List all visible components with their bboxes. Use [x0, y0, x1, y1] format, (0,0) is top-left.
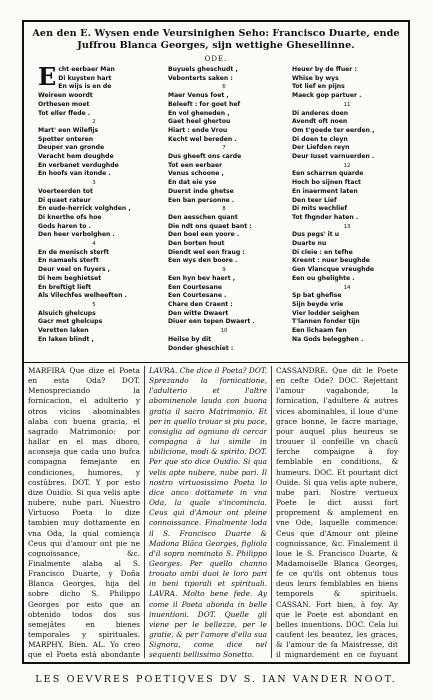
poem-column-2 [168, 66, 280, 358]
verse-line: Hoch bo sijnen ftact [292, 179, 361, 187]
verse-line: Maeck gop partuer . [292, 92, 362, 100]
stanza-number: 12 [343, 162, 351, 169]
verse-line: Di quaet rateur [38, 196, 91, 204]
verse-line: Diuer een tepen Dwaert . [168, 318, 255, 326]
section-divider [22, 362, 410, 363]
verse-line: En namaels sterft [38, 257, 99, 265]
spanish-commentary: MARFIRA Que dize el Poeta en esta Oda? DOT. Menospreciando la fornicacion, el adulterio y otros vicios abominables alaba con buena gracia, el sagrado Matrimonio: por hallar en el mas dhoro, aconseja que cada uno bufca compagna femejante en condiciones, humores, y costûbres. DOT. Y por esto dize Ouidio. Si qua velis apte nubere, nube pari. Nuestro Virtuoso Poeta lo dize tambien muy dottamente en vna Oda, la qual comiença Ceus qui d'amour ont pie ne cognoissance, &c. Finalmente alaba al S. Francisco Duarte, y Doña Blanca Georges, hija del sobre dicho S. Philippo Georges por esto que an obtenido todos dos sus semejâtes en bienes temporales y spirituales. MARPHY. Bien. AL. Yo creo que el Poeta está abondante [28, 366, 140, 660]
verse-line: Een ou ghelighte . [292, 274, 355, 282]
verse-line: Beleeft : for goet hef [168, 100, 241, 108]
poem-column-3 [292, 66, 402, 358]
verse-line: En vol gheneden , [168, 109, 230, 117]
verse-line: Om t'goede ter eerden , [292, 126, 375, 134]
drop-cap: E [38, 62, 57, 91]
poem-stanzas [30, 62, 402, 362]
verse-line: En de menisch sterft [38, 248, 110, 256]
stanza-number: 4 [92, 241, 96, 248]
verse-line: Vier lodder seighen [292, 309, 360, 317]
verse-line: Dus gheeft ons carde [168, 153, 242, 161]
italian-commentary: LAVRA. Che dice il Poeta? DOT. Sprezando la fornicatione, l'adulterio et l'altre abominenole lauda con buona gratia il sacro Matrimonio. Et per in quello trouar si piu pace, consiglia ad ogniuno di cercar compagna à lui simile in ubilicione, modi & spirito. DOT. Per que sto dice Ouidio. Si qua velis apte nubere, nube pari. Il nostro virtuosissimo Poeta lo dice anco dottamete in vna Oda, la quale s'incomincia. Ceus qui d'Amour ont pleine connoissance. Finalmente loda il S. Francisco Duarte & Madona Blâca Georges, figliola d'il sopra nominato S. Philippo Georges. Per quello channo trouato ambi duoi le loro pari in beni tiporali et spirituali. LAVRA. Molto bene fede. Ay come il Poeta abonda in belle inuentioni. DOT. Quelle gli viene per le bellezze, per le gratie, & per l'amore d'ella sua Signora, come dice nel sequenti bellissimo Sonetto. [149, 366, 267, 660]
verse-line: Di anderes doen [292, 109, 349, 117]
ode-label: ODE. [204, 55, 228, 63]
verse-line: Die ndt ons quaet bant : [168, 222, 252, 230]
verse-line: Den witte Dwaert [168, 309, 229, 317]
verse-line: Een Courtesane [168, 283, 223, 291]
verse-line: Duarte nu [292, 240, 327, 248]
verse-line: Deuper van gronde [38, 144, 105, 152]
verse-line: Heuer by de ffuer : [292, 66, 357, 73]
verse-line: Orthesen moet [38, 100, 90, 108]
verse-line: Chare den Craent : [168, 300, 233, 308]
verse-line: En breftigt lieft [38, 283, 92, 291]
verse-line: Een lichaam fen [292, 327, 347, 335]
verse-line: Gods haren to . [38, 222, 91, 230]
verse-line: Den heer verbolghen . [38, 231, 115, 239]
french-commentary: CASSANDRE. Que dit le Poete en cefte Ode? DOC. Rejettant l'amour vagabonde, la fornication, l'adultere & autres vices abominables, il loue d'une grace bonne, le facre mariage, pour auquel plus heureus se trouuer il confeille vn chacû ferche compaigne à foy femblable en conditions, & humeurs. DOC. Et pourtant dict Ouide. Si qua velis apte nubere, nube pari. Nostre vertueux Poete le dict aussi fort proprement & amplement en vne Ode, laquelle commence: Ceus que d'Amour ont pleine cognoissance, &c. Finalement il loue le S. Francisco Duarte, & Madamoiselle Blanca Georges, fe ce qu'ils ont obtenus tous deus leurs femblables en biens temporels & spirituels. CASSAN. Fort bien, à foy. Ay que le Poete est abondant en belles inuentions. DOC. Cela lui caufent les beautez, les graces, & l'amour de fa Maistresse, dit il mignardement en ce fuyuant [276, 366, 398, 660]
verse-line: Duerst inde ghetse [168, 187, 234, 195]
verse-line: Tot een eerbaer [168, 161, 223, 169]
verse-line: En wijs is en de [58, 83, 112, 91]
verse-line: T'lannen fonder tijn [292, 318, 360, 326]
verse-line: Voerteerden tot [38, 187, 93, 195]
verse-line: Spotter onteren [38, 135, 94, 143]
verse-line: Een wys den boore . [168, 257, 238, 265]
verse-line: Weireen woordt [38, 92, 93, 100]
verse-line: Di knerthe ofs hoe [38, 213, 102, 221]
stanza-number: 3 [92, 180, 96, 187]
verse-line: Sp bat ghefise [292, 292, 342, 300]
column-rule [271, 366, 272, 658]
stanza-number: 2 [92, 119, 96, 126]
verse-line: Een Courtesane . [168, 292, 227, 300]
verse-line: Di cleie : en tefhe [292, 248, 353, 256]
verse-line: Veracht hem doughde [38, 153, 114, 161]
stanza-number: 11 [343, 101, 351, 108]
verse-line: Tot eller ffede . [38, 109, 91, 117]
verse-line: Den borten hout [168, 240, 225, 248]
verse-line: Na Gods belegghen . [292, 335, 364, 343]
verse-line: Gaet heel ghertou [168, 118, 231, 126]
verse-line: Een ban personne . [168, 196, 235, 204]
running-footer: LES OEVVRES POETIQVES DV S. IAN VANDER NOOT. [35, 674, 397, 685]
verse-line: Sijn beyde vrie [292, 300, 344, 308]
verse-line: Diendt wel een fraug : [168, 248, 245, 256]
verse-line: Deur veel on fuyers , [38, 266, 110, 274]
stanza-number: 14 [343, 284, 351, 291]
verse-line: Als Vilechfes welheeften . [38, 292, 127, 300]
verse-line: En dat eie yse [168, 179, 217, 187]
verse-line: Den aesschen quant [168, 213, 238, 221]
stanza-number: 13 [343, 223, 351, 230]
verse-line: Di kuysten hart [58, 74, 112, 82]
verse-line: Een hyn bev haert , [168, 274, 236, 282]
verse-line: Maer Venus foet , [168, 92, 229, 100]
verse-line: Deur Iuset varnuerden . [292, 153, 375, 161]
verse-line: Kreent : nuer beughde [292, 257, 370, 265]
column-rule [144, 366, 145, 658]
verse-line: En eude-herrick volghden , [38, 205, 131, 213]
verse-line: Een scharren quarde [292, 170, 364, 178]
verse-line: Alsuich ghelcups [38, 309, 96, 317]
verse-line: Dus pegs' it u [292, 231, 340, 239]
verse-line: Veretten laken [38, 327, 89, 335]
verse-line: Vebonterts saken : [168, 74, 233, 82]
verse-line: Whise by wys [292, 74, 339, 82]
verse-line: Gen Vlancque vreughde [292, 266, 375, 274]
poem-column-1 [38, 62, 150, 358]
verse-line: En verbanet verdughde [38, 161, 119, 169]
verse-line: Heilse by dit [168, 335, 212, 343]
stanza-number: 8 [222, 206, 226, 213]
verse-line: Der Liefden reyn [292, 144, 350, 152]
verse-line: Di mits wechlief [292, 205, 348, 213]
verse-line: Di hem beghietset [38, 274, 102, 282]
verse-line: Di doen te cleyn [292, 135, 348, 143]
verse-line: Hiart : ende Vrou [168, 126, 228, 134]
verse-line: Mart' een Wilefijs [38, 126, 99, 134]
verse-line: En laken blindt , [38, 335, 94, 343]
stanza-number: 9 [222, 267, 226, 274]
verse-line: Tot lief en pijns [292, 83, 345, 91]
verse-line: Avendt oft noen [292, 118, 348, 126]
verse-line: Den boel een yoore . [168, 231, 240, 239]
verse-line: Den teer Lief [292, 196, 337, 204]
verse-line: Gacr met ghelcups [38, 318, 103, 326]
verse-line: Venus schoone , [168, 170, 224, 178]
verse-line: Kecht wel bereden . [168, 135, 237, 143]
stanza-number: 5 [92, 301, 96, 308]
stanza-number: 7 [222, 145, 226, 152]
verse-line: cht eerbaer Man [58, 66, 115, 73]
verse-line: En hoofs van itonde . [38, 170, 111, 178]
verse-line: Tot fhgnder haten . [292, 213, 359, 221]
verse-line: Buyuels gheschudt , [168, 66, 238, 73]
stanza-number: 6 [222, 84, 226, 91]
stanza-number: 10 [220, 328, 228, 335]
dedication-heading: Aen den E. Wysen ende Veursinighen Seho: Francisco Duarte, ende Juffrou Blanca Georges, sijn wettighe Ghesellinne. [32, 28, 400, 51]
verse-line: En inaerment laten [292, 187, 358, 195]
verse-line: Donder gheschiet : [168, 344, 234, 352]
